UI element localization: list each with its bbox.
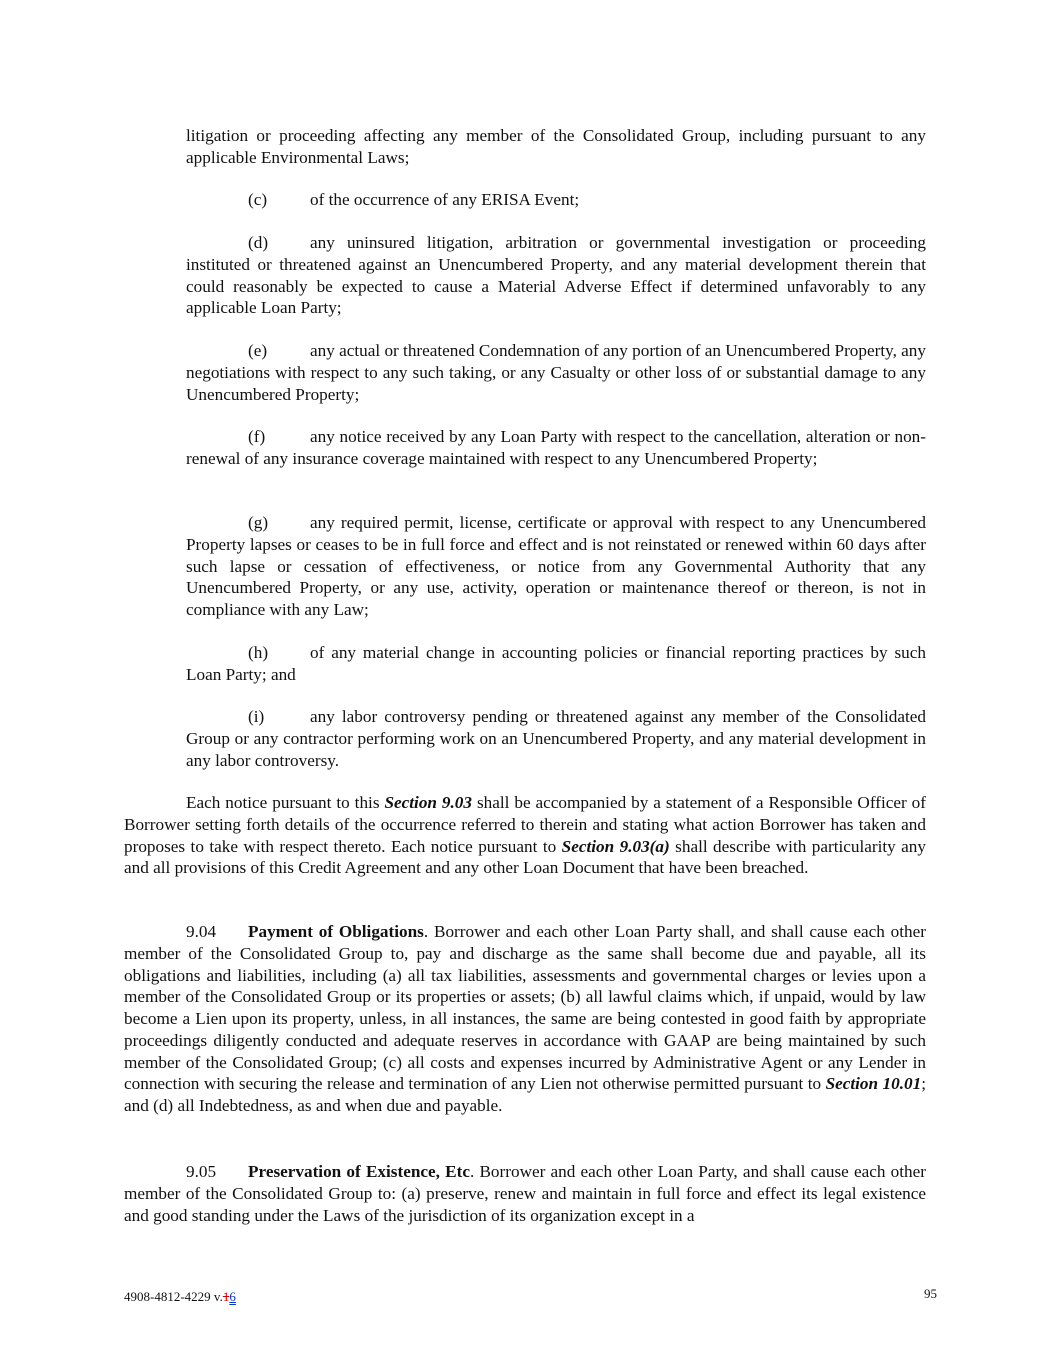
- clause-c: [186, 189, 926, 211]
- section-number: 9.04: [186, 922, 217, 941]
- paragraph-text: litigation or proceeding affecting any member of the Consolidated Group, including pursuant to any applicable Environmental Laws;: [186, 126, 926, 167]
- section-title: Payment of Obligations: [248, 922, 424, 941]
- notice-text-2: shall be accompanied by a statement of a Responsible Officer of Borrower setting forth details of the occurrence referred to therein and stating what action Borrower has taken and proposes to take with respect thereto. Each notice pursuant to: [124, 793, 926, 856]
- section-9-04: [124, 921, 926, 1117]
- clause-g: [186, 512, 926, 621]
- clause-text: any uninsured litigation, arbitration or governmental investigation or proceeding instituted or threatened against an Unencumbered Property, and any material development therein that could reasonably be expected to cause a Material Adverse Effect if determined unfavorably to any applicable Loan Party;: [186, 233, 926, 318]
- section-reference: Section 9.03: [384, 793, 472, 812]
- clause-label: (h): [248, 643, 269, 662]
- section-number: 9.05: [186, 1162, 217, 1181]
- section-title: Preservation of Existence, Etc: [248, 1162, 470, 1181]
- doc-id: 4908-4812-4229 v.: [124, 1289, 223, 1304]
- clause-f: [186, 426, 926, 470]
- notice-paragraph: [124, 792, 926, 879]
- document-id-footer: [124, 1289, 236, 1305]
- clause-text: of any material change in accounting policies or financial reporting practices by such Loan Party; and: [186, 643, 926, 684]
- clause-label: (d): [248, 233, 269, 252]
- clause-text: any notice received by any Loan Party with respect to the cancellation, alteration or non-renewal of any insurance coverage maintained with respect to any Unencumbered Property;: [186, 427, 926, 468]
- section-reference: Section 10.01: [825, 1074, 922, 1094]
- clause-label: (i): [248, 707, 265, 726]
- clause-label: (c): [248, 190, 268, 209]
- clause-text: any required permit, license, certificate or approval with respect to any Unencumbered Property lapses or ceases to be in full force and effect and is not reinstated or renewed within 60 days after such lapse or cessation of effectiveness, or notice from any Governmental Authority that any Unencumbered Property, or any use, activity, operation or maintenance thereof or thereon, is not in compliance with any Law;: [186, 513, 926, 619]
- clause-e: [186, 340, 926, 405]
- clause-label: (g): [248, 513, 269, 532]
- section-text-1: . Borrower and each other Loan Party shall, and shall cause each other member of the Consolidated Group to, pay and discharge as the same shall become due and payable, all its obligations and liabilities, including (a) all tax liabilities, assessments and governmental charges or levies upon a member of the Consolidated Group or its properties or assets; (b) all lawful claims which, if unpaid, would by law become a Lien upon its property, unless, in all instances, the same are being contested in good faith by appropriate proceedings diligently conducted and adequate reserves in accordance with GAAP are being maintained by such member of the Consolidated Group; (c) all costs and expenses incurred by Administrative Agent or any Lender in connection with securing the release and termination of any Lien not otherwise permitted pursuant to: [124, 922, 926, 1094]
- version-inserted: 6: [229, 1289, 236, 1304]
- section-reference: Section 9.03(a): [561, 836, 670, 856]
- clause-d: [186, 232, 926, 319]
- clause-text: any labor controversy pending or threatened against any member of the Consolidated Group or any contractor performing work on an Unencumbered Property, and any material development in any labor controversy.: [186, 707, 926, 770]
- clause-text: of the occurrence of any ERISA Event;: [310, 190, 580, 209]
- clause-h: [186, 642, 926, 686]
- clause-text: any actual or threatened Condemnation of any portion of an Unencumbered Property, any negotiations with respect to any such taking, or any Casualty or other loss of or substantial damage to any Unencumbered Property;: [186, 341, 926, 404]
- clause-label: (e): [248, 341, 268, 360]
- notice-text-1: Each notice pursuant to this: [186, 793, 385, 812]
- paragraph-continuation: [186, 125, 926, 169]
- version-deleted: 1: [222, 1289, 230, 1304]
- section-9-05: [124, 1161, 926, 1226]
- clause-label: (f): [248, 427, 266, 446]
- clause-i: [186, 706, 926, 771]
- section-text-1: . Borrower and each other Loan Party, and shall cause each other member of the Consolidated Group to: (a) preserve, renew and maintain in full force and effect its legal existence and good standing under the Laws of the jurisdiction of its organization except in a: [124, 1162, 926, 1225]
- notice-text-3: shall describe with particularity any and all provisions of this Credit Agreement and any other Loan Document that have been breached.: [124, 836, 926, 878]
- section-text-2: ; and (d) all Indebtedness, as and when due and payable.: [124, 1074, 926, 1115]
- page-number: 95: [924, 1286, 937, 1301]
